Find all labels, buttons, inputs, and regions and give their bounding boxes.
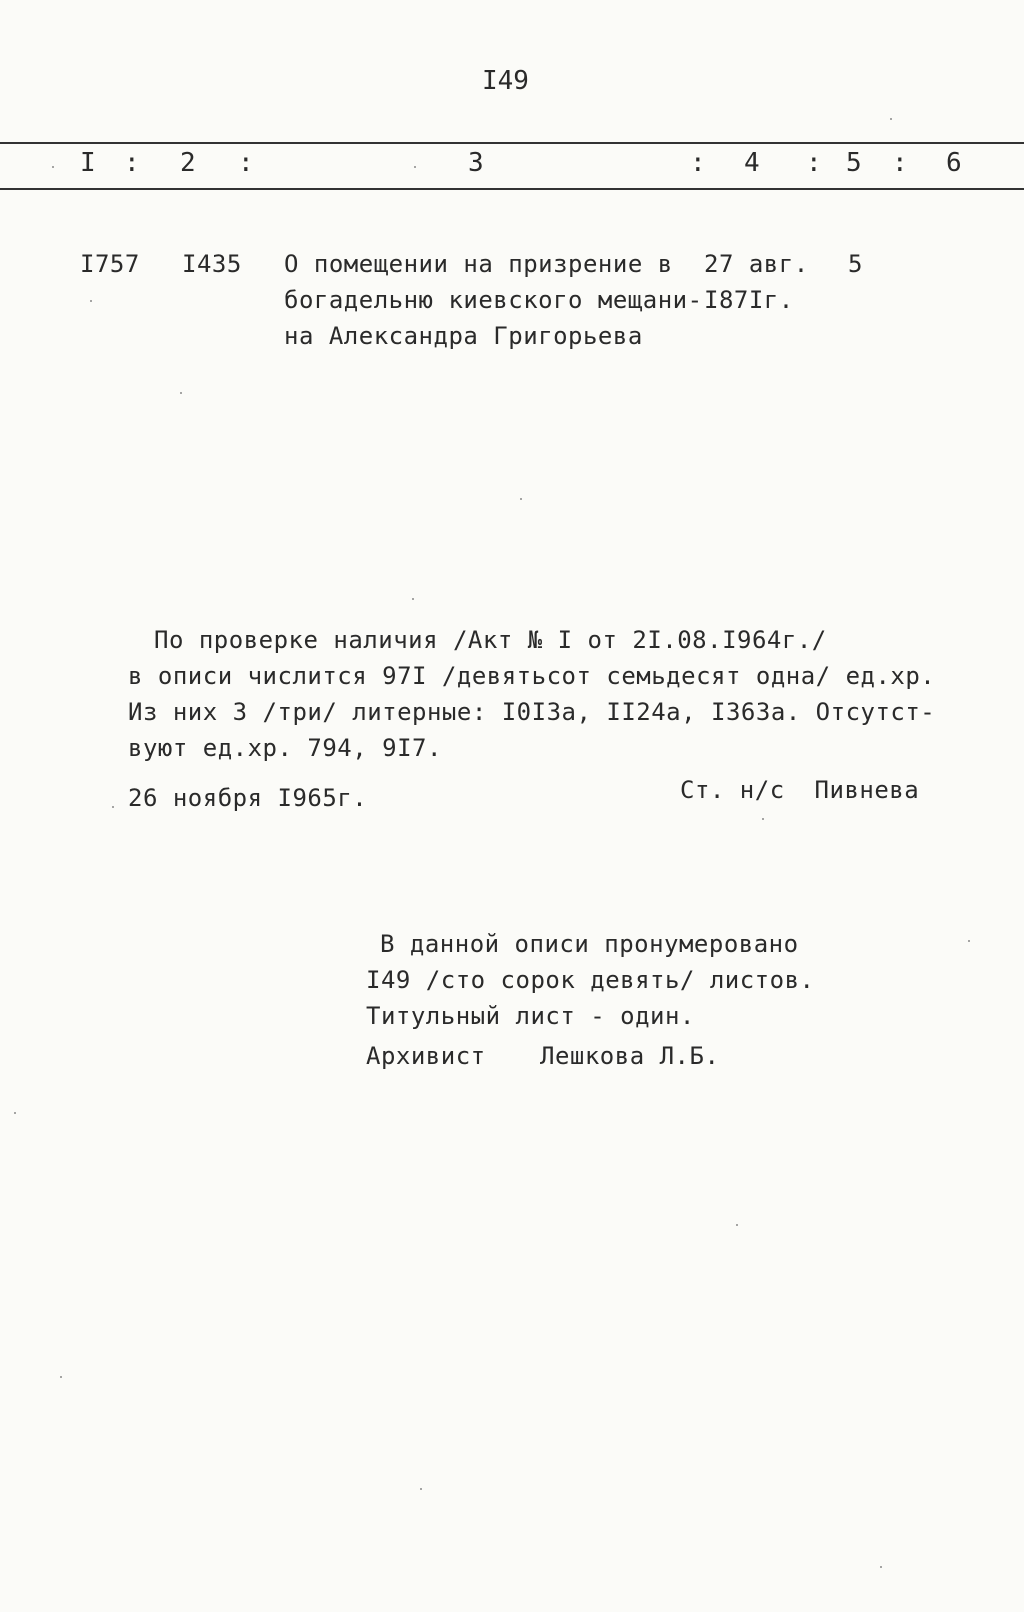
entry-archive-number: I435 <box>182 250 242 278</box>
entry-number: I757 <box>80 250 140 278</box>
certification-signer-name: Лешкова Л.Б. <box>540 1042 720 1070</box>
column-separator: : <box>806 148 822 178</box>
verification-line: вуют ед.хр. 794, 9I7. <box>128 734 442 762</box>
column-separator: : <box>238 148 254 178</box>
certification-line: Титульный лист - один. <box>366 1002 695 1030</box>
entry-date-line: I87Iг. <box>704 286 794 314</box>
column-3-header: 3 <box>468 148 484 178</box>
column-separator: : <box>690 148 706 178</box>
column-separator: : <box>124 148 140 178</box>
column-1-header: I <box>80 148 96 178</box>
column-5-header: 5 <box>846 148 862 178</box>
certification-line: I49 /сто сорок девять/ листов. <box>366 966 815 994</box>
verification-line: в описи числится 97I /девятьсот семьдесят одна/ ед.хр. <box>128 662 936 690</box>
certification-line: В данной описи пронумеровано <box>380 930 799 958</box>
entry-title-line: на Александра Григорьева <box>284 322 643 350</box>
verification-date: 26 ноября I965г. <box>128 784 368 812</box>
entry-date-line: 27 авг. <box>704 250 809 278</box>
entry-sheets: 5 <box>848 250 863 278</box>
certification-signer-role: Архивист <box>366 1042 486 1070</box>
table-header-top-rule <box>0 142 1024 144</box>
table-header-bottom-rule <box>0 188 1024 190</box>
column-6-header: 6 <box>946 148 962 178</box>
column-4-header: 4 <box>744 148 760 178</box>
page-number: I49 <box>482 66 529 96</box>
verification-line: По проверке наличия /Акт № I от 2I.08.I964г./ <box>154 626 827 654</box>
column-2-header: 2 <box>180 148 196 178</box>
column-separator: : <box>892 148 908 178</box>
verification-signature: Ст. н/с Пивнева <box>680 776 920 804</box>
verification-line: Из них 3 /три/ литерные: I0I3а, II24а, I363а. Отсутст- <box>128 698 936 726</box>
entry-title-line: богадельню киевского мещани- <box>284 286 703 314</box>
entry-title-line: О помещении на призрение в <box>284 250 673 278</box>
